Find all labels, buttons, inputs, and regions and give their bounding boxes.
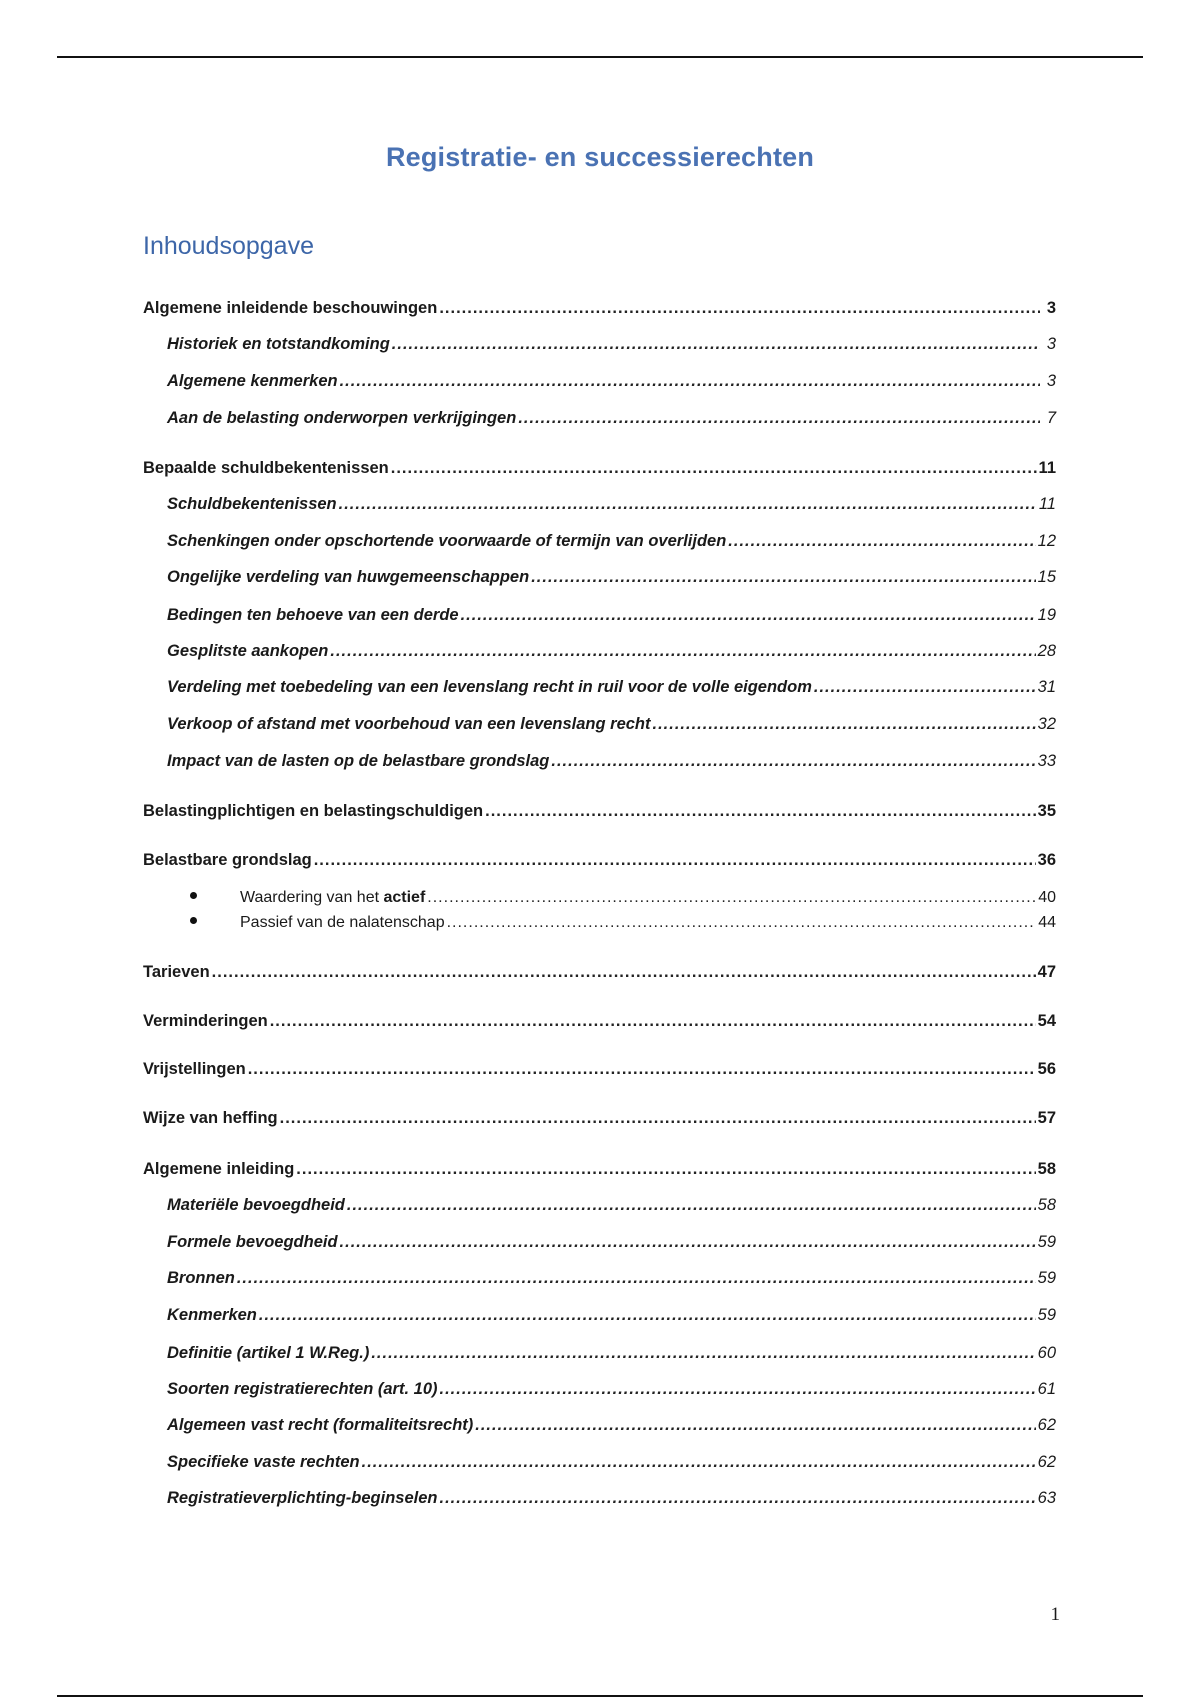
toc-leader — [518, 408, 1040, 428]
toc-entry-title: Tarieven — [143, 963, 210, 981]
toc-leader — [447, 913, 1037, 933]
toc-entry-page: 33 — [1037, 752, 1056, 770]
toc-leader — [248, 1059, 1036, 1079]
toc-leader — [339, 494, 1037, 514]
toc-entry-title: Algemene kenmerken — [167, 372, 338, 390]
toc-entry[interactable] — [143, 454, 1056, 478]
toc-entry[interactable] — [167, 1375, 1056, 1399]
bullet-icon — [190, 892, 197, 899]
toc-entry[interactable] — [167, 637, 1056, 661]
toc-entry-title: Gesplitste aankopen — [167, 642, 329, 660]
toc-leader — [314, 850, 1036, 870]
toc-leader — [439, 1488, 1035, 1508]
footer-rule — [57, 1695, 1143, 1697]
toc-entry-page: 40 — [1038, 889, 1056, 906]
toc-leader — [371, 1343, 1035, 1363]
toc-leader — [485, 801, 1036, 821]
toc-entry-title: Materiële bevoegdheid — [167, 1196, 345, 1214]
toc-leader — [551, 751, 1035, 771]
toc-leader — [653, 714, 1036, 734]
toc-entry-page: 35 — [1037, 802, 1056, 820]
toc-entry[interactable] — [167, 1264, 1056, 1288]
toc-entry[interactable] — [167, 1301, 1056, 1325]
page-number: 1 — [1050, 1604, 1060, 1625]
toc-entry-title: Algemene inleidende beschouwingen — [143, 299, 438, 317]
toc-entry-title: Verdeling met toebedeling van een levenslang recht in ruil voor de volle eigendom — [167, 678, 812, 696]
toc-entry-title: Historiek en totstandkoming — [167, 335, 390, 353]
toc-entry[interactable] — [167, 404, 1056, 428]
toc-entry-title: Vrijstellingen — [143, 1060, 246, 1078]
toc-entry[interactable] — [167, 527, 1056, 551]
toc-entry-page: 44 — [1038, 914, 1056, 931]
toc-entry-page: 58 — [1037, 1196, 1056, 1214]
toc-entry[interactable] — [240, 884, 1056, 908]
toc-leader — [440, 1379, 1036, 1399]
toc-entry[interactable] — [143, 294, 1056, 318]
toc-leader — [391, 458, 1037, 478]
toc-entry[interactable] — [167, 1448, 1056, 1472]
toc-entry[interactable] — [167, 1228, 1056, 1252]
toc-entry-title: Ongelijke verdeling van huwgemeenschappen — [167, 568, 530, 586]
toc-leader — [392, 334, 1040, 354]
toc-entry-title: Schuldbekentenissen — [167, 495, 337, 513]
toc-leader — [814, 677, 1036, 697]
toc-leader — [340, 371, 1040, 391]
toc-entry[interactable] — [167, 710, 1056, 734]
toc-entry-page: 54 — [1037, 1012, 1056, 1030]
toc-entry-title: Bronnen — [167, 1269, 235, 1287]
toc-leader — [461, 605, 1036, 625]
toc-leader — [340, 1232, 1036, 1252]
toc-leader — [728, 531, 1035, 551]
toc-leader — [296, 1159, 1035, 1179]
toc-entry-page: 28 — [1037, 642, 1056, 660]
toc-heading: Inhoudsopgave — [143, 232, 314, 260]
toc-leader — [427, 888, 1036, 908]
toc-entry-page: 3 — [1046, 335, 1056, 353]
toc-leader — [439, 298, 1040, 318]
toc-entry-title: Impact van de lasten op de belastbare grondslag — [167, 752, 550, 770]
toc-entry-page: 59 — [1037, 1233, 1056, 1251]
toc-entry[interactable] — [167, 601, 1056, 625]
toc-entry-title: Bedingen ten behoeve van een derde — [167, 606, 459, 624]
toc-entry-title: Aan de belasting onderworpen verkrijgingen — [167, 409, 517, 427]
toc-entry[interactable] — [143, 1155, 1056, 1179]
toc-entry-title: Formele bevoegdheid — [167, 1233, 338, 1251]
toc-entry-page: 32 — [1037, 715, 1056, 733]
toc-entry[interactable] — [143, 958, 1056, 982]
toc-entry[interactable] — [167, 367, 1056, 391]
toc-entry-page: 56 — [1037, 1060, 1056, 1078]
toc-entry-title: Specifieke vaste rechten — [167, 1453, 360, 1471]
toc-entry-page: 58 — [1037, 1160, 1056, 1178]
toc-entry[interactable] — [167, 1411, 1056, 1435]
toc-entry[interactable] — [167, 563, 1056, 587]
toc-entry[interactable] — [167, 490, 1056, 514]
toc-entry-title: Registratieverplichting-beginselen — [167, 1489, 438, 1507]
toc-entry-page: 61 — [1037, 1380, 1056, 1398]
toc-entry[interactable] — [167, 1191, 1056, 1215]
toc-entry-title: Waardering van het actief — [240, 889, 426, 906]
toc-entry[interactable] — [167, 673, 1056, 697]
bullet-icon — [190, 917, 197, 924]
toc-entry-title: Wijze van heffing — [143, 1109, 278, 1127]
toc-entry[interactable] — [143, 1007, 1056, 1031]
toc-leader — [237, 1268, 1036, 1288]
toc-entry-title: Verkoop of afstand met voorbehoud van een levenslang recht — [167, 715, 651, 733]
toc-entry[interactable] — [167, 1484, 1056, 1508]
toc-entry-title: Verminderingen — [143, 1012, 268, 1030]
toc-entry[interactable] — [167, 330, 1056, 354]
toc-entry-page: 3 — [1046, 372, 1056, 390]
toc-entry-title: Belastingplichtigen en belastingschuldigen — [143, 802, 484, 820]
toc-entry[interactable] — [167, 1339, 1056, 1363]
toc-entry[interactable] — [240, 909, 1056, 933]
toc-entry[interactable] — [143, 846, 1056, 870]
toc-entry-page: 7 — [1046, 409, 1056, 427]
toc-entry-page: 57 — [1037, 1109, 1056, 1127]
toc-entry-page: 59 — [1037, 1306, 1056, 1324]
toc-entry-page: 62 — [1037, 1416, 1056, 1434]
toc-entry-title: Bepaalde schuldbekentenissen — [143, 459, 389, 477]
toc-entry-page: 47 — [1037, 963, 1056, 981]
toc-entry-title: Belastbare grondslag — [143, 851, 312, 869]
toc-leader — [475, 1415, 1035, 1435]
toc-entry-page: 62 — [1037, 1453, 1056, 1471]
toc-entry-title: Algemeen vast recht (formaliteitsrecht) — [167, 1416, 474, 1434]
toc-leader — [347, 1195, 1036, 1215]
toc-entry-page: 19 — [1037, 606, 1056, 624]
toc-leader — [330, 641, 1035, 661]
toc-entry-page: 11 — [1038, 495, 1056, 513]
toc-entry[interactable] — [143, 1104, 1056, 1128]
toc-entry-page: 15 — [1037, 568, 1056, 586]
toc-leader — [270, 1011, 1036, 1031]
toc-entry-title: Schenkingen onder opschortende voorwaarde of termijn van overlijden — [167, 532, 727, 550]
document-title: Registratie- en successierechten — [385, 142, 815, 172]
toc-leader — [362, 1452, 1036, 1472]
toc-entry-page: 59 — [1037, 1269, 1056, 1287]
toc-leader — [531, 567, 1035, 587]
toc-entry-title: Passief van de nalatenschap — [240, 914, 445, 931]
toc-entry-title: Soorten registratierechten (art. 10) — [167, 1380, 438, 1398]
toc-entry-title: Kenmerken — [167, 1306, 257, 1324]
toc-entry[interactable] — [143, 1055, 1056, 1079]
toc-entry[interactable] — [143, 797, 1056, 821]
toc-entry-page: 3 — [1046, 299, 1056, 317]
toc-entry-title: Algemene inleiding — [143, 1160, 295, 1178]
toc-entry-page: 60 — [1037, 1344, 1056, 1362]
toc-entry-page: 12 — [1037, 532, 1056, 550]
toc-entry-title: Definitie (artikel 1 W.Reg.) — [167, 1344, 370, 1362]
toc-leader — [212, 962, 1036, 982]
toc-entry-page: 36 — [1037, 851, 1056, 869]
toc-entry-page: 31 — [1037, 678, 1056, 696]
toc-entry-page: 11 — [1038, 459, 1056, 477]
toc-leader — [259, 1305, 1036, 1325]
toc-entry-page: 63 — [1037, 1489, 1056, 1507]
toc-leader — [280, 1108, 1036, 1128]
toc-entry[interactable] — [167, 747, 1056, 771]
